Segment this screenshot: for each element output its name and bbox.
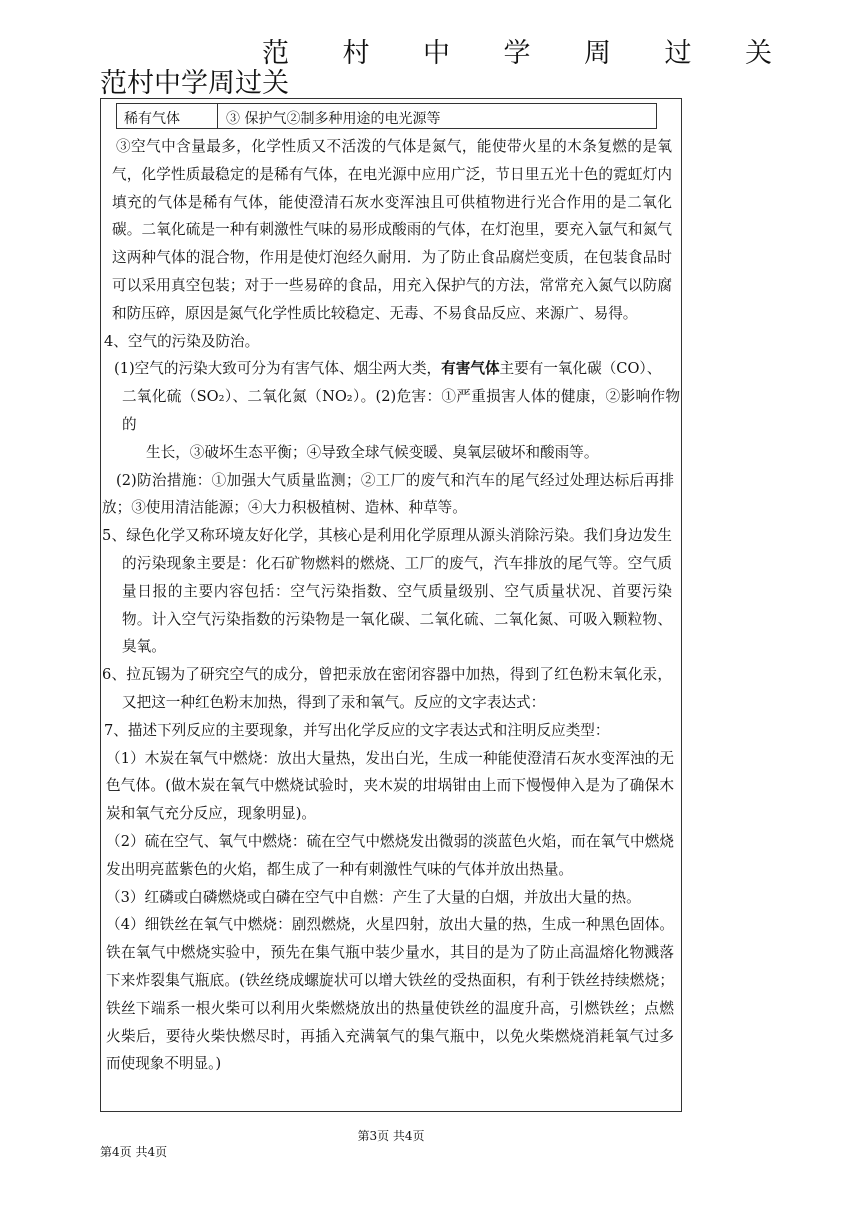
section-7-title: 7、描述下列反应的主要现象，并写出化学反应的文字表达式和注明反应类型：: [104, 721, 610, 739]
row-label: 稀有气体: [117, 104, 218, 128]
section-4-title: 4、空气的污染及防治。: [104, 332, 260, 350]
bold-term: 有害气体: [441, 360, 500, 378]
page-number-left: 第4页 共4页: [100, 1145, 168, 1159]
page-title: 范村中学周过关: [100, 68, 289, 99]
section-7-item-3: （3）红磷或白磷燃烧或白磷在空气中自燃：产生了大量的白烟，并放出大量的热。: [106, 888, 641, 906]
header-char: 周: [584, 38, 611, 69]
section-7-item-2: （2）硫在空气、氧气中燃烧：硫在空气中燃烧发出微弱的淡蓝色火焰，而在氧气中燃烧发出明亮蓝紫色的火焰，都生成了一种有刺激性气味的气体并放出热量。: [106, 832, 674, 878]
row-text: ③ 保护气②制多种用途的电光源等: [226, 111, 441, 127]
header-char: 范: [262, 38, 289, 69]
section-4-harm-line: 生长，③破坏生态平衡；④导致全球气候变暖、臭氧层破坏和酸雨等。: [146, 443, 599, 461]
header-spaced-title: [262, 36, 772, 72]
page-number-center: 第3页 共4页: [357, 1129, 425, 1143]
header-char: 村: [342, 38, 370, 69]
section-4-pollutants-line: 二氧化硫（SO₂）、二氧化氮（NO₂）。(2)危害：①严重损害人体的健康，②影响作物的: [122, 388, 680, 433]
section-5: 5、绿色化学又称环境友好化学，其核心是利用化学原理从源头消除污染。我们身边发生的污染现象主要是：化石矿物燃料的燃烧、工厂的废气，汽车排放的尾气等。空气质量日报的主要内容包括：空气污染指数、空气质量级别、空气质量状况、首要污染物。计入空气污染指数的污染物是一氧化碳、二氧化硫、二氧化氮、可吸入颗粒物、臭氧。: [102, 527, 672, 656]
section-4-measures: (2)防治措施：①加强大气质量监测；②工厂的废气和汽车的尾气经过处理达标后再排放；③使用清洁能源；④大力积极植树、造林、种草等。: [102, 471, 674, 517]
section-7-item-1: （1）木炭在氧气中燃烧：放出大量热，发出白光，生成一种能使澄清石灰水变浑浊的无色气体。(做木炭在氧气中燃烧试验时，夹木炭的坩埚钳由上而下慢慢伸入是为了确保木炭和氧气充分反应，现象明显)。: [106, 749, 674, 823]
table-row: [116, 103, 657, 129]
section-6: 6、拉瓦锡为了研究空气的成分，曾把汞放在密闭容器中加热，得到了红色粉末氧化汞，又把这一种红色粉末加热，得到了汞和氧气。反应的文字表达式：: [102, 666, 672, 711]
paragraph-gases: ③空气中含量最多，化学性质又不活泼的气体是氮气，能使带火星的木条复燃的是氧气，化学性质最稳定的是稀有气体，在电光源中应用广泛，节日里五光十色的霓虹灯内填充的气体是稀有气体，能使澄清石灰水变浑浊且可供植物进行光合作用的是二氧化碳。二氧化硫是一种有刺激性气味的易形成酸雨的气体，在灯泡里，要充入氩气和氮气这两种气体的混合物，作用是使灯泡经久耐用．为了防止食品腐烂变质，在包装食品时可以采用真空包装；对于一些易碎的食品，用充入保护气的方法，常常充入氮气以防腐和防压碎，原因是氮气化学性质比较稳定、无毒、不易食品反应、来源广、易得。: [112, 138, 672, 322]
header-char: 关: [745, 38, 772, 69]
header-char: 学: [503, 38, 531, 69]
section-4-pollution-line: (1)空气的污染大致可分为有害气体、烟尘两大类，有害气体主要有一氧化碳（CO）、: [114, 360, 662, 378]
section-7-item-4: （4）细铁丝在氧气中燃烧：剧烈燃烧，火星四射，放出大量的热，生成一种黑色固体。铁在氧气中燃烧实验中，预先在集气瓶中装少量水，其目的是为了防止高温熔化物溅落下来炸裂集气瓶底。(铁丝绕成螺旋状可以增大铁丝的受热面积，有利于铁丝持续燃烧；铁丝下端系一根火柴可以利用火柴燃烧放出的热量使铁丝的温度升高，引燃铁丝；点燃火柴后，要待火柴快燃尽时，再插入充满氧气的集气瓶中，以免火柴燃烧消耗氧气过多而使现象不明显。): [106, 916, 674, 1073]
document-body: [102, 133, 680, 1078]
header-char: 过: [664, 38, 692, 69]
header-char: 中: [423, 38, 450, 69]
